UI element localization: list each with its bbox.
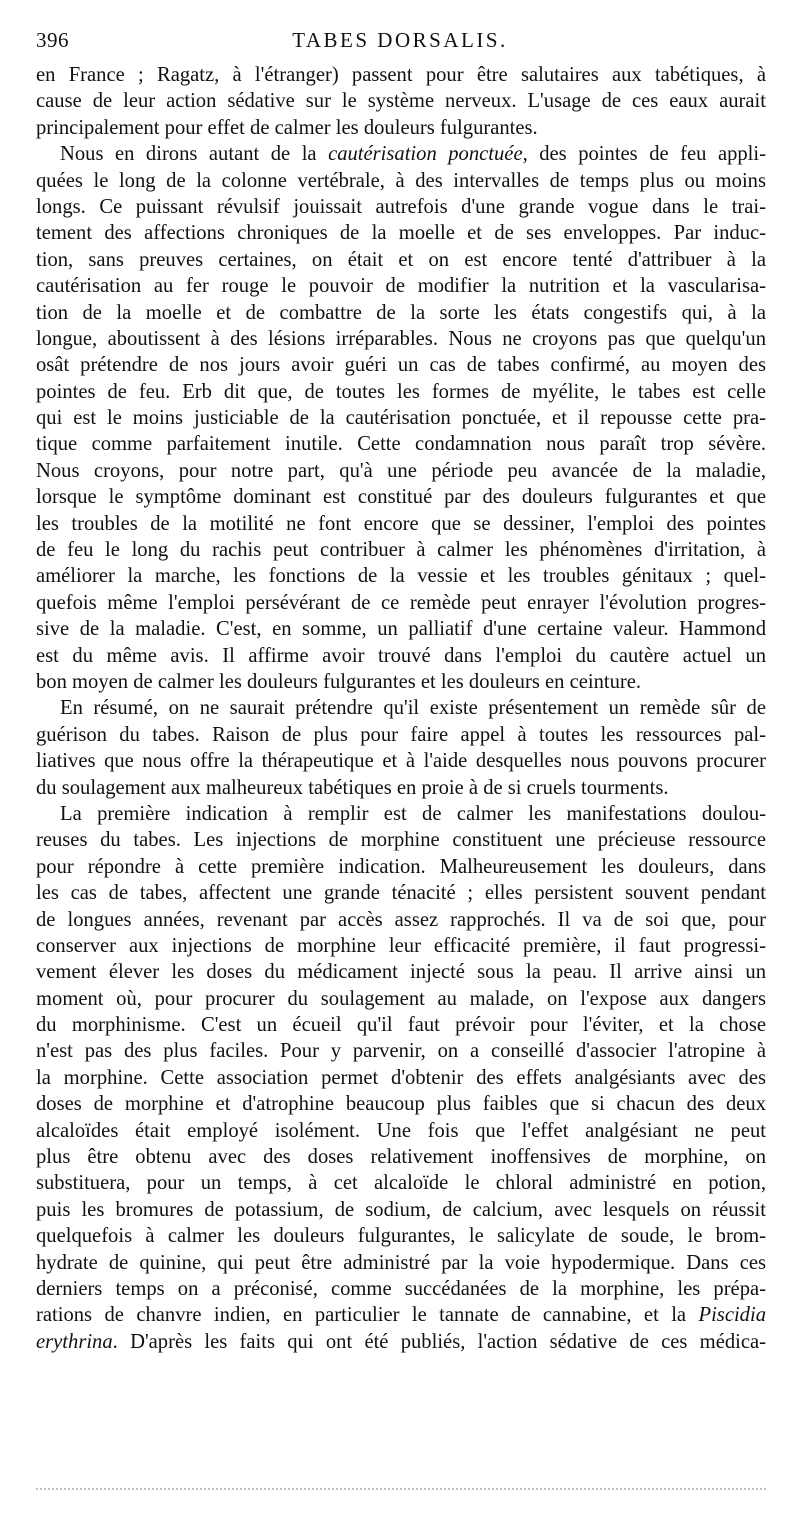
text-line: En résumé, on ne saurait prétendre qu'il existe présentement un remède sûr de bbox=[60, 697, 766, 720]
text-line: les troubles de la motilité ne font encore que se dessiner, l'emploi des pointes bbox=[36, 512, 766, 535]
text-line: améliorer la marche, les fonctions de la vessie et les troubles génitaux ; quel- bbox=[36, 565, 766, 588]
text-span: , des pointes de feu appli- bbox=[522, 143, 766, 166]
text-span: Nous en dirons autant de la bbox=[60, 143, 329, 166]
text-span: . D'après les faits qui ont été publiés, l'action sédative de ces médica- bbox=[112, 1330, 766, 1353]
text-line: vement élever les doses du médicament injecté sous la peau. Il arrive ainsi un bbox=[36, 961, 766, 984]
text-line: pointes de feu. Erb dit que, de toutes les formes de myélite, le tabes est celle bbox=[36, 380, 766, 403]
text-line: Nous croyons, pour notre part, qu'à une période peu avancée de la maladie, bbox=[36, 459, 766, 482]
text-line: longs. Ce puissant révulsif jouissait autrefois d'une grande vogue dans le trai- bbox=[36, 195, 766, 218]
running-title: TABES DORSALIS. bbox=[292, 28, 508, 52]
text-line: principalement pour effet de calmer les douleurs fulgurantes. bbox=[36, 116, 538, 139]
text-line: liatives que nous offre la thérapeutique et à l'aide desquelles nous pouvons procurer bbox=[36, 750, 766, 773]
text-line: derniers temps on a préconisé, comme succédanées de la morphine, les prépa- bbox=[36, 1277, 766, 1300]
text-line: moment où, pour procurer du soulagement au malade, on l'expose aux dangers bbox=[36, 987, 766, 1010]
italic-term: Piscidia bbox=[698, 1304, 766, 1327]
text-line bbox=[36, 1302, 766, 1328]
text-line: quefois même l'emploi persévérant de ce remède peut enrayer l'évolution progres- bbox=[36, 591, 766, 614]
text-line: lorsque le symptôme dominant est constitué par des douleurs fulgurantes et que bbox=[36, 486, 766, 509]
text-line bbox=[36, 1329, 766, 1355]
text-line bbox=[36, 141, 766, 167]
text-line: longue, aboutissent à des lésions irréparables. Nous ne croyons pas que quelqu'un bbox=[36, 327, 766, 350]
text-line: alcaloïdes était employé isolément. Une fois que l'effet analgésiant ne peut bbox=[36, 1119, 766, 1142]
text-line: plus être obtenu avec des doses relativement inoffensives de morphine, on bbox=[36, 1146, 766, 1169]
text-line: en France ; Ragatz, à l'étranger) passent pour être salutaires aux tabétiques, à bbox=[36, 64, 766, 86]
text-line: tement des affections chroniques de la moelle et de ses enveloppes. Par induc- bbox=[36, 222, 766, 245]
page-number: 396 bbox=[36, 28, 69, 52]
text-line: quelquefois à calmer les douleurs fulgurantes, le salicylate de soude, le brom- bbox=[36, 1225, 766, 1248]
text-line: substituera, pour un temps, à cet alcaloïde le chloral administré en potion, bbox=[36, 1172, 766, 1195]
text-line: tion de la moelle et de combattre de la sorte les états congestifs qui, à la bbox=[36, 301, 766, 324]
body-text bbox=[36, 62, 766, 1355]
text-line: du soulagement aux malheureux tabétiques en proie à de si cruels tourments. bbox=[36, 776, 669, 799]
text-line: qui est le moins justiciable de la cautérisation ponctuée, et il repousse cette pra- bbox=[36, 407, 766, 430]
text-line: hydrate de quinine, qui peut être administré par la voie hypodermique. Dans ces bbox=[36, 1251, 766, 1274]
text-line: conserver aux injections de morphine leur efficacité première, il faut progressi- bbox=[36, 934, 766, 957]
running-head bbox=[36, 28, 764, 58]
text-line: doses de morphine et d'atrophine beaucoup plus faibles que si chacun des deux bbox=[36, 1093, 766, 1116]
bottom-scan-artifact bbox=[36, 1488, 766, 1492]
text-line: de longues années, revenant par accès assez rapprochés. Il va de soi que, pour bbox=[36, 908, 766, 931]
text-line: tion, sans preuves certaines, on était et on est encore tenté d'attribuer à la bbox=[36, 248, 766, 271]
text-line: pour répondre à cette première indication. Malheureusement les douleurs, dans bbox=[36, 855, 766, 878]
italic-term: erythrina bbox=[36, 1330, 113, 1353]
text-line: cautérisation au fer rouge le pouvoir de modifier la nutrition et la vascularisa- bbox=[36, 275, 766, 298]
text-span: rations de chanvre indien, en particulier le tannate de cannabine, et la bbox=[36, 1304, 699, 1327]
text-line: du morphinisme. C'est un écueil qu'il faut prévoir pour l'éviter, et la chose bbox=[36, 1014, 766, 1037]
text-line: puis les bromures de potassium, de sodium, de calcium, avec lesquels on réussit bbox=[36, 1198, 766, 1221]
text-line: quées le long de la colonne vertébrale, à des intervalles de temps plus ou moins bbox=[36, 169, 766, 192]
text-line: est du même avis. Il affirme avoir trouvé dans l'emploi du cautère actuel un bbox=[36, 644, 766, 667]
text-line: tique comme parfaitement inutile. Cette condamnation nous paraît trop sévère. bbox=[36, 433, 766, 456]
text-line: guérison du tabes. Raison de plus pour faire appel à toutes les ressources pal- bbox=[36, 723, 766, 746]
text-line: n'est pas des plus faciles. Pour y parvenir, on a conseillé d'associer l'atropine à bbox=[36, 1040, 766, 1063]
text-line: les cas de tabes, affectent une grande ténacité ; elles persistent souvent pendant bbox=[36, 882, 766, 905]
text-line: La première indication à remplir est de calmer les manifestations doulou- bbox=[60, 802, 766, 825]
text-line: reuses du tabes. Les injections de morphine constituent une précieuse ressource bbox=[36, 829, 766, 852]
text-line: de feu le long du rachis peut contribuer à calmer les phénomènes d'irritation, à bbox=[36, 539, 766, 562]
text-line: sive de la maladie. C'est, en somme, un palliatif d'une certaine valeur. Hammond bbox=[36, 618, 766, 641]
text-line: bon moyen de calmer les douleurs fulgurantes et les douleurs en ceinture. bbox=[36, 670, 642, 693]
text-line: cause de leur action sédative sur le système nerveux. L'usage de ces eaux aurait bbox=[36, 90, 766, 113]
italic-term: cautérisation ponctuée bbox=[328, 143, 523, 166]
text-line: osât prétendre de nos jours avoir guéri un cas de tabes confirmé, au moyen des bbox=[36, 354, 766, 377]
text-line: la morphine. Cette association permet d'obtenir des effets analgésiants avec des bbox=[36, 1066, 766, 1089]
